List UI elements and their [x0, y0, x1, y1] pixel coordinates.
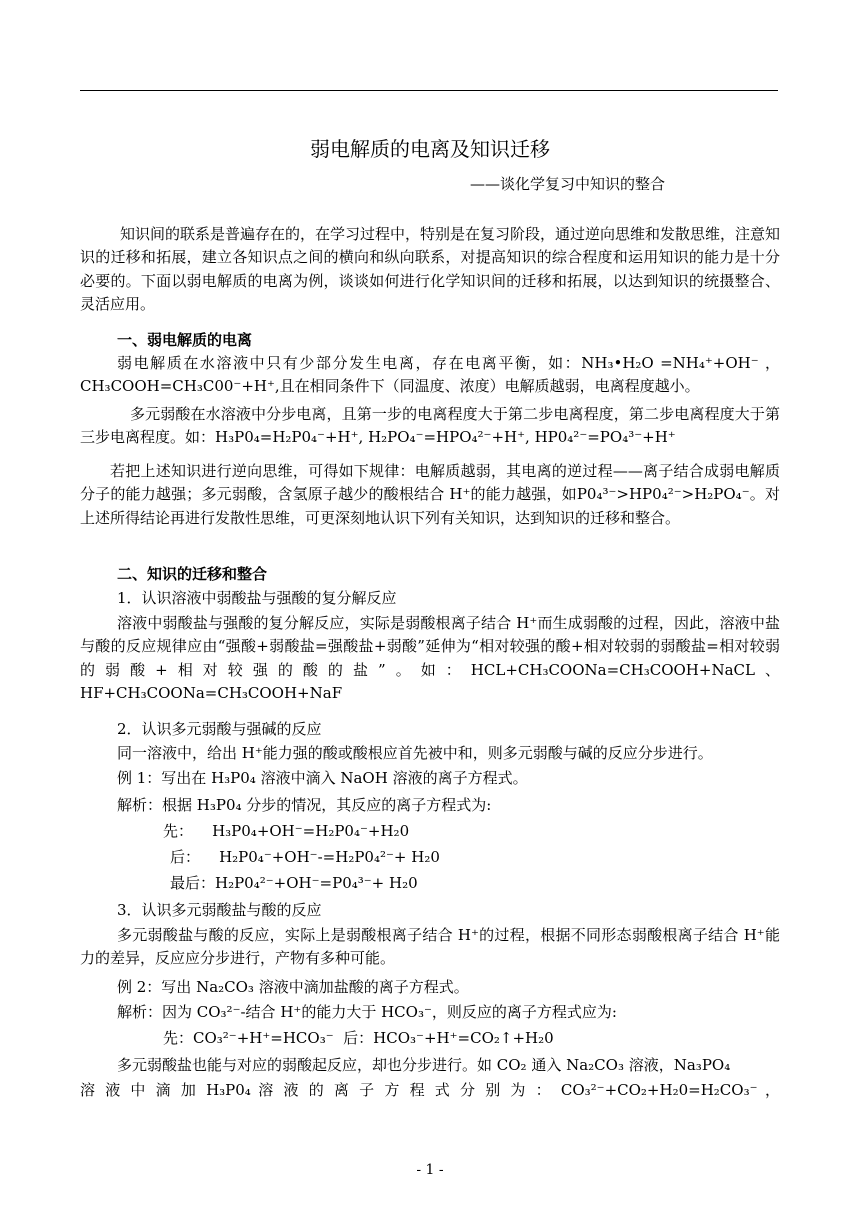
header-rule [80, 90, 778, 91]
subsection-1-paragraph: 溶液中弱酸盐与强酸的复分解反应，实际是弱酸根离子结合 H⁺而生成弱酸的过程，因此，溶液中盐与酸的反应规律应由“强酸+弱酸盐=强酸盐+弱酸”延伸为“相对较强的酸+相对较弱的弱酸盐=相对较弱的弱酸+相对较强的酸的盐”。如：HCL+CH₃COONa=CH₃COOH+NaCL、HF+CH₃COONa=CH₃COOH+NaF [80, 614, 780, 703]
section-1-heading: 一、弱电解质的电离 [117, 331, 253, 349]
example-1-step-3: 最后：H₂P0₄²⁻+OH⁻=P0₄³⁻+ H₂0 [170, 874, 418, 892]
example-1-step-2: 后： H₂P0₄⁻+OH⁻-=H₂P0₄²⁻+ H₂0 [170, 848, 440, 866]
subsection-3-paragraph: 多元弱酸盐与酸的反应，实际上是弱酸根离子结合 H⁺的过程，根据不同形态弱酸根离子结合 H⁺能力的差异，反应应分步进行，产物有多种可能。 [80, 926, 780, 968]
section-1-paragraph-3: 若把上述知识进行逆向思维，可得如下规律：电解质越弱，其电离的逆过程——离子结合成弱电解质分子的能力越强；多元弱酸，含氢原子越少的酸根结合 H⁺的能力越强，如P0₄³⁻>HP0₄²⁻>H₂PO₄⁻。对上述所得结论再进行发散性思维，可更深刻地认识下列有关知识，达到知识的迁移和整合。 [80, 462, 780, 527]
subsection-2-paragraph: 同一溶液中，给出 H⁺能力强的酸或酸根应首先被中和，则多元弱酸与碱的反应分步进行。 [117, 744, 713, 762]
closing-line-1: 多元弱酸盐也能与对应的弱酸起反应，却也分步进行。如 CO₂ 通入 Na₂CO₃ 溶液，Na₃PO₄ [117, 1056, 731, 1074]
subsection-2-title: 2．认识多元弱酸与强碱的反应 [117, 720, 322, 738]
example-1-analysis: 解析：根据 H₃P0₄ 分步的情况，其反应的离子方程式为: [117, 796, 492, 814]
section-2-heading: 二、知识的迁移和整合 [117, 565, 268, 583]
example-2: 例 2：写出 Na₂CO₃ 溶液中滴加盐酸的离子方程式。 [117, 978, 469, 996]
example-2-analysis: 解析：因为 CO₃²⁻-结合 H⁺的能力大于 HCO₃⁻，则反应的离子方程式应为: [117, 1003, 617, 1021]
page-subtitle: ——谈化学复习中知识的整合 [470, 175, 666, 193]
section-1-paragraph-1: 弱电解质在水溶液中只有少部分发生电离，存在电离平衡，如：NH₃•H₂O =NH₄⁺+OH⁻ ，CH₃COOH=CH₃C00⁻+H⁺,且在相同条件下（同温度、浓度）电解质越弱，电离程度越小。 [80, 354, 780, 396]
intro-paragraph: 知识间的联系是普遍存在的，在学习过程中，特别是在复习阶段，通过逆向思维和发散思维，注意知识的迁移和拓展，建立各知识点之间的横向和纵向联系，对提高知识的综合程度和运用知识的能力是十分必要的。下面以弱电解质的电离为例，谈谈如何进行化学知识间的迁移和拓展，以达到知识的统摄整合、灵活应用。 [80, 225, 781, 314]
section-1-paragraph-2: 多元弱酸在水溶液中分步电离，且第一步的电离程度大于第二步电离程度，第二步电离程度大于第三步电离程度。如：H₃P0₄=H₂P0₄⁻+H⁺, H₂PO₄⁻=HPO₄²⁻+H⁺, HP0₄²⁻=PO₄³⁻+H⁺ [80, 405, 780, 447]
page-number: - 1 - [416, 1162, 444, 1178]
page-title: 弱电解质的电离及知识迁移 [310, 137, 550, 161]
example-1-step-1: 先： H₃P0₄+OH⁻=H₂P0₄⁻+H₂0 [163, 822, 410, 840]
example-2-step: 先：CO₃²⁻+H⁺=HCO₃⁻ 后：HCO₃⁻+H⁺=CO₂↑+H₂0 [163, 1029, 554, 1047]
example-1: 例 1：写出在 H₃P0₄ 溶液中滴入 NaOH 溶液的离子方程式。 [117, 769, 528, 787]
subsection-3-title: 3．认识多元弱酸盐与酸的反应 [117, 901, 322, 919]
closing-line-2: 溶 液 中 滴 加 H₃P0₄ 溶 液 的 离 子 方 程 式 分 别 为 ： CO₃²⁻+CO₂+H₂0=H₂CO₃⁻ ， [80, 1081, 780, 1099]
subsection-1-title: 1．认识溶液中弱酸盐与强酸的复分解反应 [117, 589, 397, 607]
